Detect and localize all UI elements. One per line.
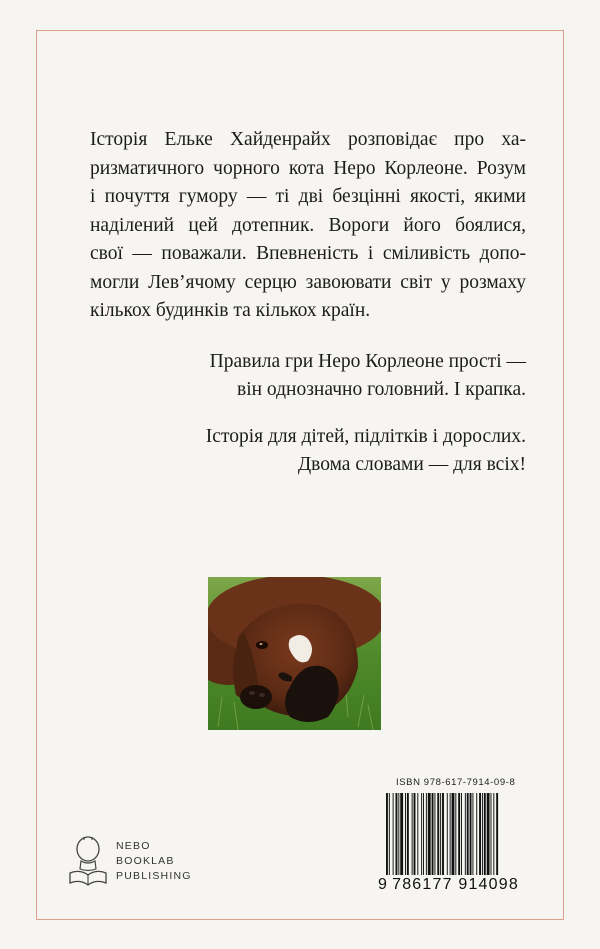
- description-paragraph-3: [90, 423, 526, 480]
- barcode-bar: [405, 793, 406, 875]
- description-paragraph-1: [90, 126, 526, 326]
- barcode-bar: [393, 793, 394, 875]
- barcode-bar: [437, 793, 439, 875]
- barcode-bar: [455, 793, 456, 875]
- barcode-bar: [407, 793, 409, 875]
- barcode-bar: [428, 793, 431, 875]
- reading-figure-icon: [66, 835, 110, 891]
- barcode-bar: [465, 793, 466, 875]
- barcode-bar: [386, 793, 388, 875]
- barcode-bar: [426, 793, 427, 875]
- barcode-bar: [458, 793, 460, 875]
- barcode-bar: [400, 793, 403, 875]
- description-block: [90, 126, 526, 480]
- barcode-bar: [491, 793, 492, 875]
- barcode-bar: [476, 793, 477, 875]
- publisher-name: [116, 839, 192, 884]
- publisher-line: BOOKLAB: [116, 855, 175, 867]
- barcode-digits: [378, 876, 538, 894]
- barcode-bar: [496, 793, 498, 875]
- publisher-logo: [66, 835, 206, 895]
- text-line: ризматичного чорного кота Неро Корлеоне. Розум: [90, 157, 526, 179]
- barcode-bar: [470, 793, 472, 875]
- barcode-lead-digit: 9: [378, 876, 389, 893]
- barcode-bar: [398, 793, 399, 875]
- barcode-bar: [414, 793, 416, 875]
- text-line: і почуття гумору — ті дві безцінні якості, якими: [90, 186, 526, 207]
- text-line: Історія Ельке Хайденрайх розповідає про ха-: [90, 129, 526, 150]
- barcode-bar: [467, 793, 469, 875]
- dog-and-cat-photo: [208, 577, 381, 730]
- photo-illustration: [208, 577, 381, 730]
- barcode-bar: [452, 793, 455, 875]
- barcode-bar: [461, 793, 462, 875]
- text-line: кількох будинків та кількох країн.: [90, 300, 371, 321]
- barcode-bar: [479, 793, 481, 875]
- barcode-bar: [487, 793, 490, 875]
- barcode-bar: [482, 793, 483, 875]
- text-line: він однозначно головний. І крапка.: [237, 379, 526, 400]
- text-line: свої — поважали. Впевненість і сміливість допо-: [90, 243, 526, 264]
- barcode-bar: [396, 793, 398, 875]
- barcode-digit-group: 786177: [392, 876, 453, 893]
- barcode-bar: [442, 793, 444, 875]
- publisher-line: NEBO: [116, 840, 151, 852]
- barcode-bar: [450, 793, 451, 875]
- isbn-barcode-block: [378, 777, 538, 901]
- barcode-bar: [484, 793, 486, 875]
- text-line: Історія для дітей, підлітків і дорослих.: [205, 425, 526, 447]
- barcode-image: [378, 793, 538, 875]
- text-line: могли Лев’ячому серцю завоювати світ у розмаху: [90, 271, 526, 293]
- barcode-digit-group: 914098: [458, 876, 519, 893]
- barcode-bar: [412, 793, 413, 875]
- barcode-bar: [440, 793, 441, 875]
- barcode-bar: [432, 793, 434, 875]
- isbn-label: ISBN 978-617-7914-09-8: [396, 777, 516, 788]
- text-line: Правила гри Неро Корлеоне прості —: [209, 350, 526, 372]
- text-line: Двома словами — для всіх!: [297, 454, 526, 475]
- description-paragraph-2: [90, 348, 526, 405]
- publisher-line: PUBLISHING: [116, 870, 192, 882]
- barcode-bar: [493, 793, 494, 875]
- barcode-bar: [472, 793, 473, 875]
- barcode-bar: [417, 793, 418, 875]
- barcode-bar: [447, 793, 448, 875]
- text-line: наділений цей дотепник. Вороги його боялися,: [90, 214, 526, 236]
- barcode-bar: [421, 793, 422, 875]
- barcode-bar: [434, 793, 435, 875]
- barcode-bar: [423, 793, 424, 875]
- barcode-bar: [389, 793, 390, 875]
